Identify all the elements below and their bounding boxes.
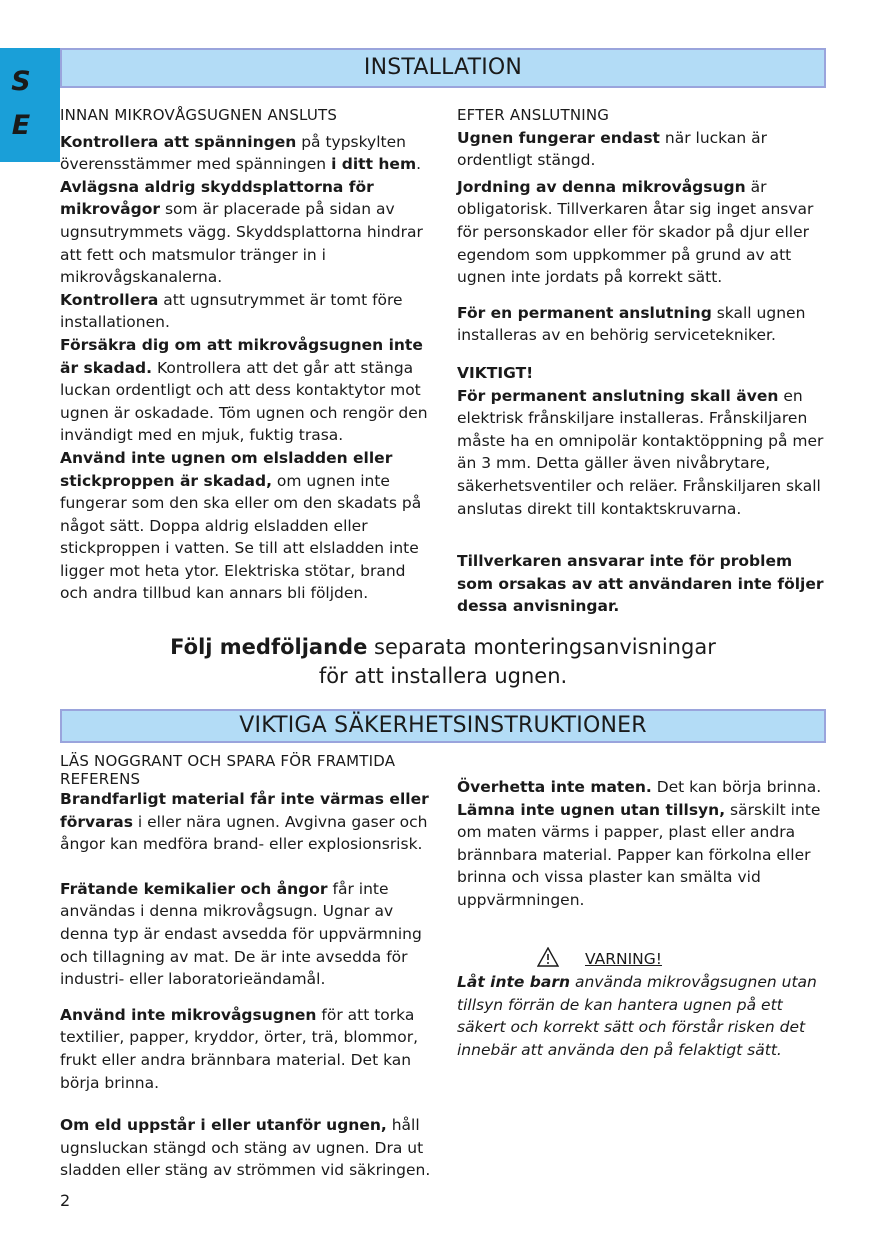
safety-left-p1: Brandfarligt material får inte värmas eller förvaras i eller nära ugnen. Avgivna gaser och ångor kan medföra brand- eller explosionsrisk. bbox=[60, 790, 429, 854]
page-number: 2 bbox=[60, 1191, 71, 1210]
installation-right-p2: Jordning av denna mikrovågsugn är obligatorisk. Tillverkaren åtar sig inget ansvar för personskador eller för skador på djur eller egendom som uppkommer på grund av att ugnen inte jordats på korrekt sätt. bbox=[457, 177, 814, 287]
installation-left-p2: Avlägsna aldrig skyddsplattorna för mikrovågor som är placerade på sidan av ugnsutrymmets vägg. Skyddsplattorna hindrar att fett och matsmulor tränger in i mikrovågskanalerna. bbox=[60, 177, 423, 287]
safety-heading-bar: VIKTIGA SÄKERHETSINSTRUKTIONER bbox=[60, 709, 826, 743]
after-connecting-heading: EFTER ANSLUTNING bbox=[457, 106, 610, 124]
warning-text: Låt inte barn använda mikrovågsugnen utan tillsyn förrän de kan hantera ugnen på ett säkert och korrekt sätt och förstår risken det innebär att använda den på felaktigt sätt. bbox=[457, 973, 817, 1059]
warning-heading bbox=[457, 947, 827, 970]
safety-left-p3: Använd inte mikrovågsugnen för att torka textilier, papper, kryddor, örter, trä, blommor, frukt eller andra brännbara material. Det kan börja brinna. bbox=[60, 1005, 419, 1092]
installation-right-p5: Tillverkaren ansvarar inte för problem som orsakas av att användaren inte följer dessa anvisningar. bbox=[457, 552, 824, 616]
safety-left-column bbox=[60, 752, 440, 1182]
language-tab-letter-2: E bbox=[11, 110, 31, 141]
read-carefully-heading: LÄS NOGGRANT OCH SPARA FÖR FRAMTIDA REFERENS bbox=[60, 752, 396, 788]
installation-left-p4: Försäkra dig om att mikrovågsugnen inte är skadad. Kontrollera att det går att stänga luckan ordentligt och att dess kontaktytor mot ugnen är oskadade. Töm ugnen och rengör den invändigt med en mjuk, fuktig trasa. bbox=[60, 335, 428, 445]
safety-left-p2: Frätande kemikalier och ångor får inte användas i denna mikrovågsugn. Ugnar av denna typ är endast avsedda för uppvärmning och tillagning av mat. De är inte avsedda för industri- eller laboratorieändamål. bbox=[60, 879, 422, 989]
installation-left-p3: Kontrollera att ugnsutrymmet är tomt före installationen. bbox=[60, 290, 403, 332]
warning-label: VARNING! bbox=[585, 950, 662, 968]
installation-right-p4: VIKTIGT! För permanent anslutning skall även en elektrisk frånskiljare installeras. Frånskiljaren måste ha en omnipolär kontaktöppning på mer än 3 mm. Detta gäller även nivåbrytare, säkerhetsventiler och reläer. Frånskiljaren skall anslutas direkt till kontaktskruvarna. bbox=[457, 363, 824, 518]
safety-right-p2: Lämna inte ugnen utan tillsyn, särskilt inte om maten värms i papper, plast eller andra brännbara material. Papper kan förkolna eller brinna och vissa plaster kan smälta vid uppvärmningen. bbox=[457, 800, 821, 909]
language-tab bbox=[0, 48, 60, 162]
before-connecting-heading: INNAN MIKROVÅGSUGNEN ANSLUTS bbox=[60, 106, 338, 124]
warning-triangle-icon bbox=[537, 947, 559, 967]
safety-right-column bbox=[457, 776, 827, 912]
installation-left-p5: Använd inte ugnen om elsladden eller stickproppen är skadad, om ugnen inte fungerar som den ska eller om den skadats på något sätt. Doppa aldrig elsladden eller stickproppen i vatten. Se till att elsladden inte ligger mot heta ytor. Elektriska stötar, brand och andra tillbud kan annars bli följden. bbox=[60, 448, 422, 603]
safety-right-p1: Överhetta inte maten. Det kan börja brinna. bbox=[457, 778, 822, 796]
language-tab-letter-1: S bbox=[11, 66, 31, 97]
installation-heading-bar: INSTALLATION bbox=[60, 48, 826, 88]
installation-left-p1: Kontrollera att spänningen på typskylten överensstämmer med spänningen i ditt hem. bbox=[60, 132, 422, 174]
mounting-instructions-note: Följ medföljande separata monteringsanvisningar för att installera ugnen. bbox=[170, 635, 716, 688]
installation-right-p1: Ugnen fungerar endast när luckan är ordentligt stängd. bbox=[457, 128, 767, 170]
safety-left-p4: Om eld uppstår i eller utanför ugnen, håll ugnsluckan stängd och stäng av ugnen. Dra ut sladden eller stäng av strömmen vid säkringen. bbox=[60, 1116, 431, 1180]
installation-right-column bbox=[457, 104, 827, 618]
installation-right-p3: För en permanent anslutning skall ugnen installeras av en behörig servicetekniker. bbox=[457, 303, 806, 345]
installation-left-column bbox=[60, 104, 435, 605]
